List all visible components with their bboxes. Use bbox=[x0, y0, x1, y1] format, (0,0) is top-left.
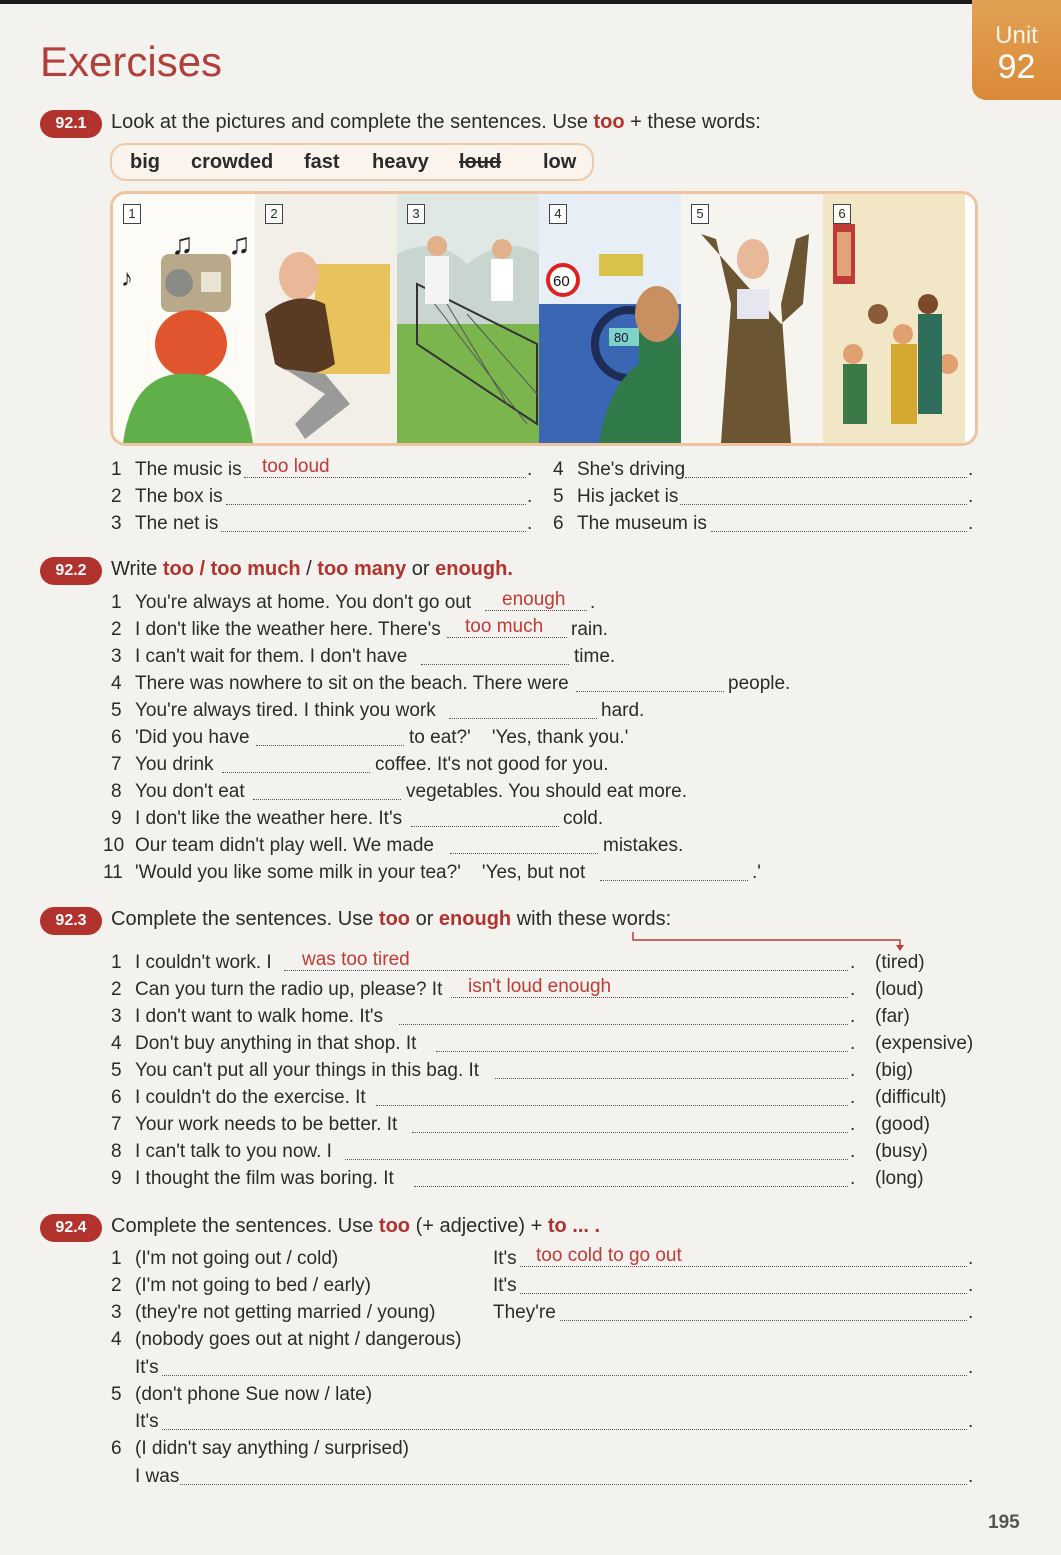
answer-line[interactable] bbox=[520, 1293, 967, 1294]
word-big: big bbox=[130, 151, 160, 173]
word-fast: fast bbox=[304, 151, 340, 173]
picture-strip bbox=[110, 191, 978, 446]
word-low: low bbox=[543, 151, 577, 173]
cue-word: (long) bbox=[875, 1168, 924, 1189]
answer-line[interactable] bbox=[450, 853, 598, 854]
speedometer-text: 80 bbox=[614, 330, 629, 345]
picture-4 bbox=[539, 194, 681, 443]
instr-text: + these words: bbox=[624, 111, 761, 133]
cue-word: (far) bbox=[875, 1006, 910, 1027]
answer-line[interactable] bbox=[436, 1051, 848, 1052]
pointer-arrow bbox=[630, 930, 910, 952]
cue-word: (expensive) bbox=[875, 1033, 974, 1054]
answer-line[interactable] bbox=[560, 1320, 967, 1321]
cue-word: (loud) bbox=[875, 979, 924, 1000]
page-title: Exercises bbox=[40, 38, 223, 85]
instr-text: Look at the pictures and complete the sentences. Use bbox=[111, 111, 594, 133]
answer-line[interactable] bbox=[600, 880, 748, 881]
museum-illustration bbox=[823, 194, 965, 443]
ex3-instruction: Complete the sentences. Use too or enough with these words: bbox=[111, 908, 672, 930]
answer-line[interactable] bbox=[253, 799, 401, 800]
svg-text:♪: ♪ bbox=[121, 265, 133, 292]
picture-number: 3 bbox=[407, 204, 425, 224]
answer-line[interactable] bbox=[414, 1186, 848, 1187]
tennis-illustration bbox=[397, 194, 539, 443]
cue-word: (difficult) bbox=[875, 1087, 947, 1108]
answer-text: isn't loud enough bbox=[468, 976, 612, 997]
ex1-instruction bbox=[111, 111, 761, 134]
top-rule bbox=[0, 0, 1061, 4]
answer-line[interactable] bbox=[685, 477, 967, 478]
answer-line[interactable] bbox=[711, 531, 967, 532]
answer-line[interactable] bbox=[222, 772, 370, 773]
word-box bbox=[110, 143, 594, 181]
answer-text: too loud bbox=[262, 456, 330, 477]
unit-number: 92 bbox=[997, 48, 1036, 86]
answer-line[interactable] bbox=[680, 504, 967, 505]
answer-line[interactable] bbox=[376, 1105, 848, 1106]
picture-number: 1 bbox=[123, 204, 141, 224]
svg-text:♫: ♫ bbox=[228, 228, 251, 261]
music-illustration bbox=[113, 194, 255, 443]
cue-word: (good) bbox=[875, 1114, 930, 1135]
exercise-badge-92-2: 92.2 bbox=[40, 557, 102, 585]
instr-keyword: too bbox=[593, 111, 625, 133]
answer-line[interactable] bbox=[576, 691, 724, 692]
picture-number: 4 bbox=[549, 204, 567, 224]
unit-tab bbox=[972, 0, 1061, 100]
answer-line[interactable] bbox=[226, 504, 526, 505]
speed-sign-text: 60 bbox=[553, 273, 570, 290]
box-illustration bbox=[255, 194, 397, 443]
answer-line[interactable] bbox=[345, 1159, 848, 1160]
picture-number: 2 bbox=[265, 204, 283, 224]
answer-text: enough bbox=[502, 589, 566, 610]
cue-word: (tired) bbox=[875, 952, 925, 973]
picture-2 bbox=[255, 194, 397, 443]
answer-line[interactable] bbox=[449, 718, 597, 719]
answer-line[interactable] bbox=[421, 664, 569, 665]
exercise-badge-92-3: 92.3 bbox=[40, 907, 102, 935]
exercise-badge-92-1: 92.1 bbox=[40, 110, 102, 138]
answer-line[interactable] bbox=[411, 826, 559, 827]
answer-line[interactable] bbox=[495, 1078, 848, 1079]
driving-illustration bbox=[539, 194, 681, 443]
answer-line[interactable] bbox=[162, 1375, 967, 1376]
word-heavy: heavy bbox=[372, 151, 429, 173]
answer-text: too cold to go out bbox=[536, 1245, 682, 1266]
svg-text:♫: ♫ bbox=[171, 228, 194, 261]
exercise-badge-92-4: 92.4 bbox=[40, 1214, 102, 1242]
picture-1 bbox=[113, 194, 255, 443]
jacket-illustration bbox=[681, 194, 823, 443]
answer-line[interactable] bbox=[256, 745, 404, 746]
page-number: 195 bbox=[988, 1512, 1020, 1533]
word-loud-crossed: loud bbox=[459, 151, 502, 173]
ex2-instruction: Write too / too much / too many or enough. bbox=[111, 558, 513, 580]
picture-number: 5 bbox=[691, 204, 709, 224]
picture-number: 6 bbox=[833, 204, 851, 224]
word-crowded: crowded bbox=[191, 151, 274, 173]
answer-line[interactable] bbox=[221, 531, 526, 532]
cue-word: (big) bbox=[875, 1060, 914, 1081]
answer-text: too much bbox=[465, 616, 544, 637]
picture-5 bbox=[681, 194, 823, 443]
unit-label: Unit bbox=[995, 22, 1038, 49]
answer-line[interactable] bbox=[180, 1484, 967, 1485]
answer-line[interactable] bbox=[412, 1132, 848, 1133]
answer-line[interactable] bbox=[399, 1024, 848, 1025]
cue-word: (busy) bbox=[875, 1141, 928, 1162]
ex4-instruction: Complete the sentences. Use too (+ adjective) + to ... . bbox=[111, 1215, 601, 1237]
picture-3 bbox=[397, 194, 539, 443]
answer-text: was too tired bbox=[302, 949, 410, 970]
answer-line[interactable] bbox=[162, 1429, 967, 1430]
picture-6 bbox=[823, 194, 965, 443]
